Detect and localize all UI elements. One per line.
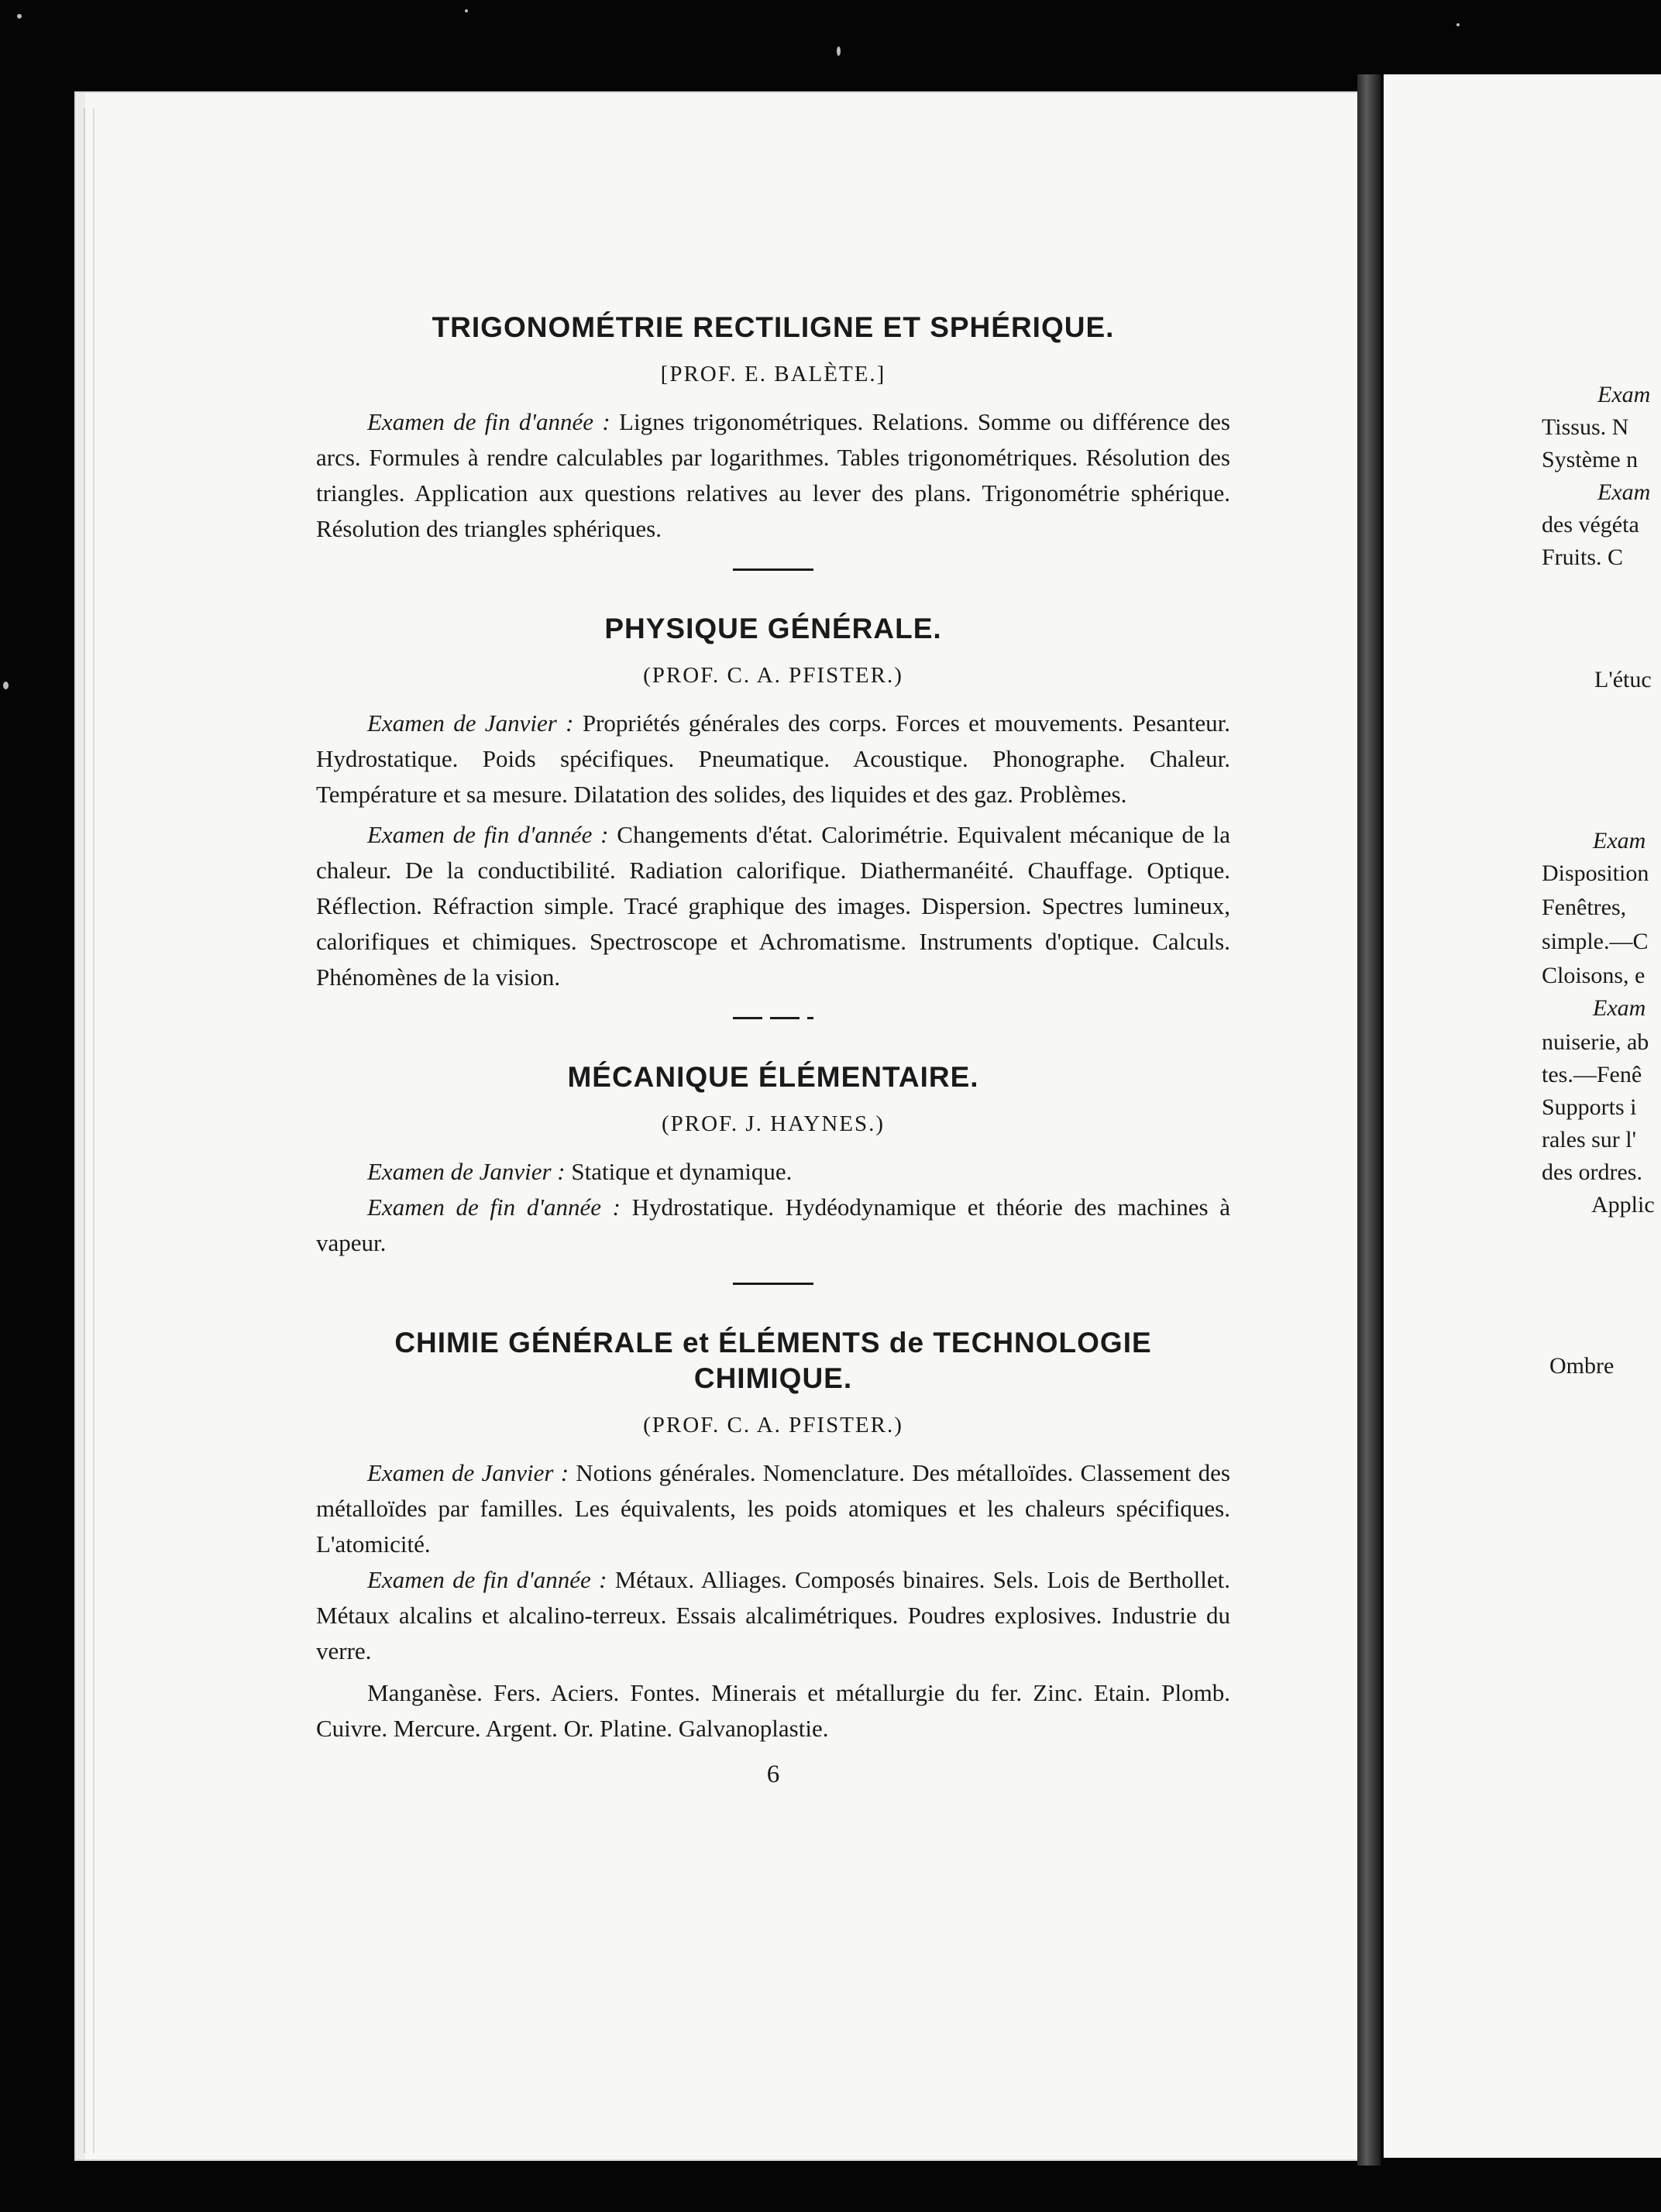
dust-speck [837, 46, 841, 56]
right-page-fragment: Exam [1593, 995, 1646, 1021]
right-page-fragment: Supports i [1542, 1094, 1637, 1120]
dust-speck [17, 14, 22, 19]
right-page-fragment: Applic [1591, 1192, 1655, 1218]
right-page-fragment: Ombre [1549, 1353, 1615, 1379]
right-page-fragment: Disposition [1542, 860, 1649, 886]
professor-line: (PROF. C. A. PFISTER.) [643, 1412, 903, 1437]
page-edge [84, 108, 95, 2153]
right-page-fragment: L'étuc [1594, 667, 1652, 692]
dust-speck [1456, 23, 1460, 26]
right-page-fragment: rales sur l' [1542, 1127, 1637, 1152]
exam-lead: Examen de Janvier : [367, 709, 574, 737]
exam-paragraph [316, 706, 1230, 812]
exam-text: Manganèse. Fers. Aciers. Fontes. Minerais et métallurgie du fer. Zinc. Etain. Plomb. Cuivre. Mercure. Argent. Or. Platine. Galvanoplastie. [316, 1678, 1230, 1742]
right-page-fragment: des végéta [1542, 512, 1639, 538]
right-page-fragment: Exam [1597, 479, 1651, 505]
exam-lead: Examen de Janvier : [367, 1458, 569, 1486]
exam-lead: Examen de fin d'année : [367, 1194, 621, 1221]
page-number: 6 [766, 1760, 780, 1788]
right-page-fragment: Cloisons, e [1542, 963, 1646, 988]
exam-paragraph [316, 1190, 1230, 1261]
exam-paragraph [316, 1455, 1230, 1562]
dust-speck [465, 9, 468, 12]
section-title: PHYSIQUE GÉNÉRALE. [604, 613, 942, 645]
exam-text: Notions générales. Nomenclature. Des métalloïdes. Classement des métalloïdes par familles. Les équivalents, les poids atomiques et les chaleurs spécifiques. L'atomicité. [316, 1458, 1230, 1558]
right-page-fragment: des ordres. [1542, 1159, 1642, 1185]
exam-lead: Examen de fin d'année : [367, 821, 609, 849]
section-trigonometrie [316, 310, 1230, 547]
exam-lead: Examen de fin d'année : [367, 408, 610, 436]
right-page-fragment: Fenêtres, [1542, 895, 1627, 920]
right-page-fragment: Exam [1593, 828, 1646, 854]
section-title: CHIMIE GÉNÉRALE et ÉLÉMENTS de TECHNOLOGIE CHIMIQUE. [394, 1327, 1152, 1394]
section-mecanique [316, 1060, 1230, 1261]
section-chimie [316, 1325, 1230, 1746]
section-title: TRIGONOMÉTRIE RECTILIGNE ET SPHÉRIQUE. [432, 311, 1115, 343]
right-page-fragment: Système n [1542, 447, 1639, 472]
exam-paragraph [316, 1562, 1230, 1669]
exam-paragraph [316, 1675, 1230, 1747]
right-page-fragment: simple.—C [1542, 929, 1649, 954]
section-title: MÉCANIQUE ÉLÉMENTAIRE. [567, 1061, 979, 1094]
exam-paragraph [316, 817, 1230, 995]
section-physique [316, 611, 1230, 995]
exam-text: Hydrostatique. Hydéodynamique et théorie des machines à vapeur. [316, 1194, 1230, 1257]
professor-line: [PROF. E. BALÈTE.] [660, 362, 886, 387]
section-divider [733, 1017, 813, 1019]
right-page-fragment: Exam [1597, 382, 1651, 407]
exam-paragraph [316, 404, 1230, 547]
professor-line: (PROF. J. HAYNES.) [661, 1111, 886, 1137]
exam-text: Métaux. Alliages. Composés binaires. Sels. Lois de Berthollet. Métaux alcalins et alcalino-terreux. Essais alcalimétriques. Poudres explosives. Industrie du verre. [316, 1565, 1230, 1664]
right-page-fragment: nuiserie, ab [1542, 1029, 1649, 1055]
dust-speck [3, 682, 9, 689]
right-page-fragment: Fruits. C [1542, 544, 1624, 570]
section-divider [733, 1283, 813, 1285]
book-spine [1357, 74, 1381, 2166]
exam-lead: Examen de Janvier : [367, 1158, 566, 1186]
left-page-content [316, 310, 1230, 1789]
exam-text: Statique et dynamique. [571, 1158, 793, 1186]
exam-lead: Examen de fin d'année : [367, 1565, 607, 1593]
exam-text: Lignes trigonométriques. Relations. Somme ou différence des arcs. Formules à rendre calculables par logarithmes. Tables trigonométriques. Résolution des triangles. Application aux questions relatives au lever des plans. Trigonométrie sphérique. Résolution des triangles sphériques. [316, 408, 1230, 543]
exam-paragraph [316, 1154, 1230, 1190]
section-divider [733, 568, 813, 571]
exam-text: Propriétés générales des corps. Forces et mouvements. Pesanteur. Hydrostatique. Poids spécifiques. Pneumatique. Acoustique. Phonographe. Chaleur. Température et sa mesure. Dilatation des solides, des liquides et des gaz. Problèmes. [316, 709, 1230, 809]
right-page-fragment: Tissus. N [1542, 414, 1629, 440]
professor-line: (PROF. C. A. PFISTER.) [643, 663, 903, 689]
exam-text: Changements d'état. Calorimétrie. Equivalent mécanique de la chaleur. De la conductibilité. Radiation calorifique. Diathermanéité. Chauffage. Optique. Réflection. Réfraction simple. Tracé graphique des images. Dispersion. Spectres lumineux, calorifiques et chimiques. Spectroscope et Achromatisme. Instruments d'optique. Calculs. Phénomènes de la vision. [316, 821, 1230, 991]
right-page-fragment: tes.—Fenê [1542, 1062, 1642, 1087]
